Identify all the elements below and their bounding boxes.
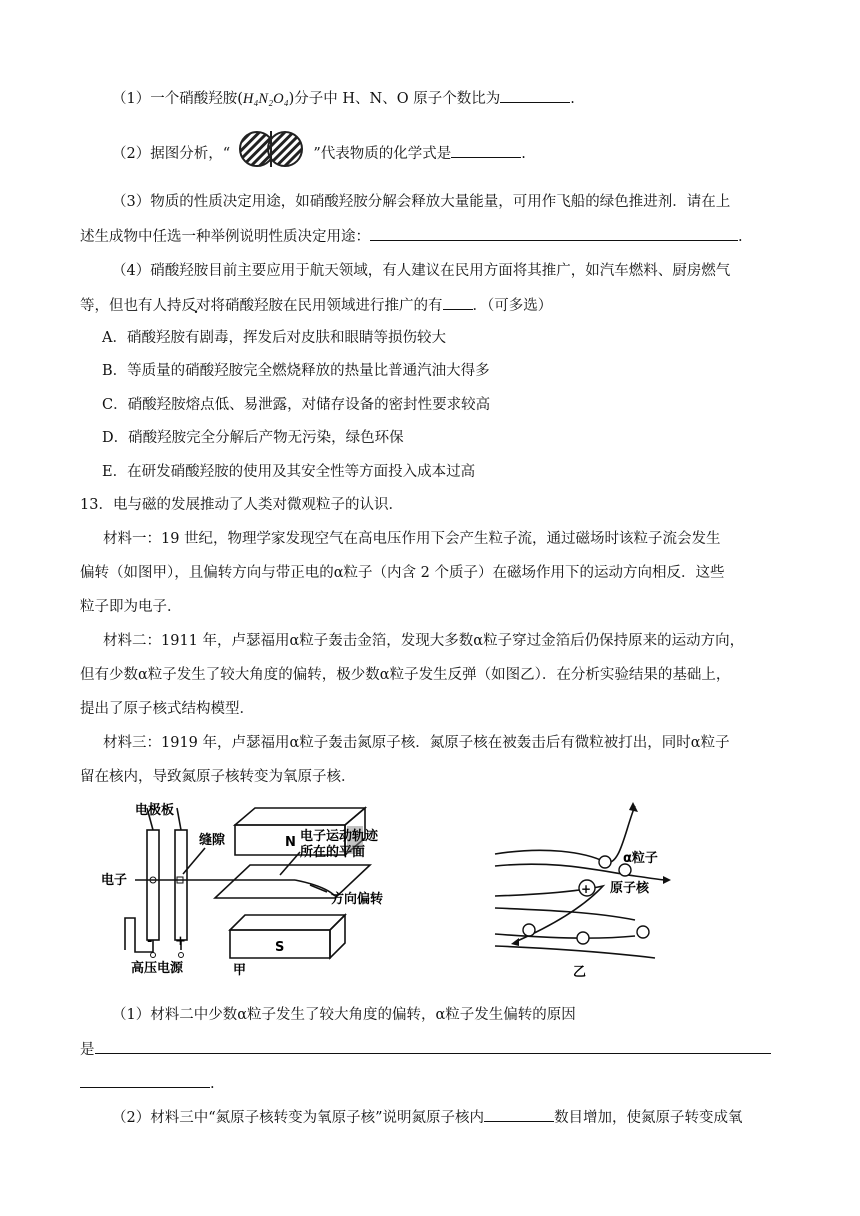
material2-line3: 提出了原子核式结构模型． xyxy=(80,701,254,717)
q4-emphasis: 反对 xyxy=(181,298,211,314)
q1-answer-blank[interactable] xyxy=(500,88,570,103)
label-nucleus: 原子核 xyxy=(610,881,650,896)
q2-period: . xyxy=(521,146,526,162)
sub2-text-a: （2）材料三中“氮原子核转变为氧原子核”说明氮原子核内 xyxy=(112,1110,485,1126)
sub1-line2 xyxy=(80,1039,771,1060)
sub1-line1: （1）材料二中少数α粒子发生了较大角度的偏转，α粒子发生偏转的原因 xyxy=(112,1007,576,1023)
q2-text-a: （2）据图分析，“ xyxy=(112,146,231,162)
label-power: 高压电源 xyxy=(131,961,184,976)
q4-line1: （4）硝酸羟胺目前主要应用于航天领域，有人建议在民用方面将其推广，如汽车燃料、厨房燃气 xyxy=(112,263,731,279)
q4-suffix: ．（可多选） xyxy=(472,298,553,314)
sub1-answer-blank-2[interactable] xyxy=(80,1073,210,1088)
label-electron: 电子 xyxy=(101,873,128,888)
q1-formula: H₄N₂O₄ xyxy=(242,91,289,107)
q3-answer-blank[interactable] xyxy=(370,226,738,241)
sub2-line1 xyxy=(112,1107,743,1128)
sub1-text: 是 xyxy=(80,1042,95,1058)
material1-line3: 粒子即为电子． xyxy=(80,599,182,615)
label-alpha: α粒子 xyxy=(623,851,658,866)
material3-line1: 材料三：1919 年，卢瑟福用α粒子轰击氮原子核．氮原子核在被轰击后有微粒被打出，同时α粒子 xyxy=(103,735,730,751)
sub1-answer-blank-1[interactable] xyxy=(95,1039,771,1054)
figure-jia xyxy=(95,800,475,980)
option-c[interactable]: C．硝酸羟胺熔点低、易泄露，对储存设备的密封性要求较高 xyxy=(102,397,491,413)
material3-line2: 留在核内，导致氮原子核转变为氧原子核． xyxy=(80,769,356,785)
q4-answer-blank[interactable] xyxy=(443,295,473,310)
material2-line2: 但有少数α粒子发生了较大角度的偏转，极少数α粒子发生反弹（如图乙）．在分析实验结果的基础上， xyxy=(80,667,731,683)
sub1-period: . xyxy=(210,1076,215,1092)
label-minus: - xyxy=(147,934,153,949)
sub1-line3 xyxy=(80,1073,215,1094)
label-path-plane-2: 所在的平面 xyxy=(300,845,366,860)
q4-text-b: 将硝酸羟胺在民用领域进行推广的有 xyxy=(210,298,443,314)
q4-text-a: 等，但也有人持 xyxy=(80,298,182,314)
label-s: S xyxy=(275,940,285,955)
label-n: N xyxy=(285,835,296,850)
question-2 xyxy=(112,139,526,169)
nucleus-plus-sign: + xyxy=(581,882,592,896)
q3-line1: （3）物质的性质决定用途，如硝酸羟胺分解会释放大量能量，可用作飞船的绿色推进剂．请在上 xyxy=(112,194,731,210)
label-path-plane-1: 电子运动轨迹 xyxy=(300,829,379,844)
option-d[interactable]: D．硝酸羟胺完全分解后产物无污染，绿色环保 xyxy=(102,430,404,446)
q3-period: . xyxy=(738,229,743,245)
molecule-diagram-icon xyxy=(235,129,309,169)
q3-line2 xyxy=(80,226,743,247)
label-gap: 缝隙 xyxy=(199,833,226,848)
figure-yi xyxy=(485,800,685,980)
question-1 xyxy=(112,88,575,109)
q2-answer-blank[interactable] xyxy=(451,143,521,158)
label-yi: 乙 xyxy=(573,965,587,980)
option-b[interactable]: B．等质量的硝酸羟胺完全燃烧释放的热量比普通汽油大得多 xyxy=(102,363,490,379)
q1-text-a: （1）一个硝酸羟胺( xyxy=(112,91,243,107)
sub2-answer-blank[interactable] xyxy=(484,1107,554,1122)
option-a[interactable]: A．硝酸羟胺有剧毒，挥发后对皮肤和眼睛等损伤较大 xyxy=(102,330,446,346)
q1-text-b: )分子中 H、N、O 原子个数比为 xyxy=(288,91,501,107)
label-electrode-plate: 电极板 xyxy=(135,803,175,818)
sub2-text-b: 数目增加，使氮原子转变成氧 xyxy=(554,1110,743,1126)
q1-period: . xyxy=(570,91,575,107)
q13-title: 13．电与磁的发展推动了人类对微观粒子的认识． xyxy=(80,497,403,513)
label-jia: 甲 xyxy=(233,963,247,978)
label-plus: + xyxy=(175,934,186,949)
q4-line2 xyxy=(80,295,552,316)
material1-line1: 材料一：19 世纪，物理学家发现空气在高电压作用下会产生粒子流，通过磁场时该粒子流会发生 xyxy=(103,531,721,547)
material2-line1: 材料二：1911 年，卢瑟福用α粒子轰击金箔，发现大多数α粒子穿过金箔后仍保持原来的运动方向， xyxy=(103,633,745,649)
option-e[interactable]: E．在研发硝酸羟胺的使用及其安全性等方面投入成本过高 xyxy=(102,464,476,480)
q2-text-b: ”代表物质的化学式是 xyxy=(313,146,452,162)
material1-line2: 偏转（如图甲），且偏转方向与带正电的α粒子（内含 2 个质子）在磁场作用下的运动方向相反．这些 xyxy=(80,565,725,581)
label-deflect: 方向偏转 xyxy=(331,892,384,907)
q3-text: 述生成物中任选一种举例说明性质决定用途： xyxy=(80,229,370,245)
